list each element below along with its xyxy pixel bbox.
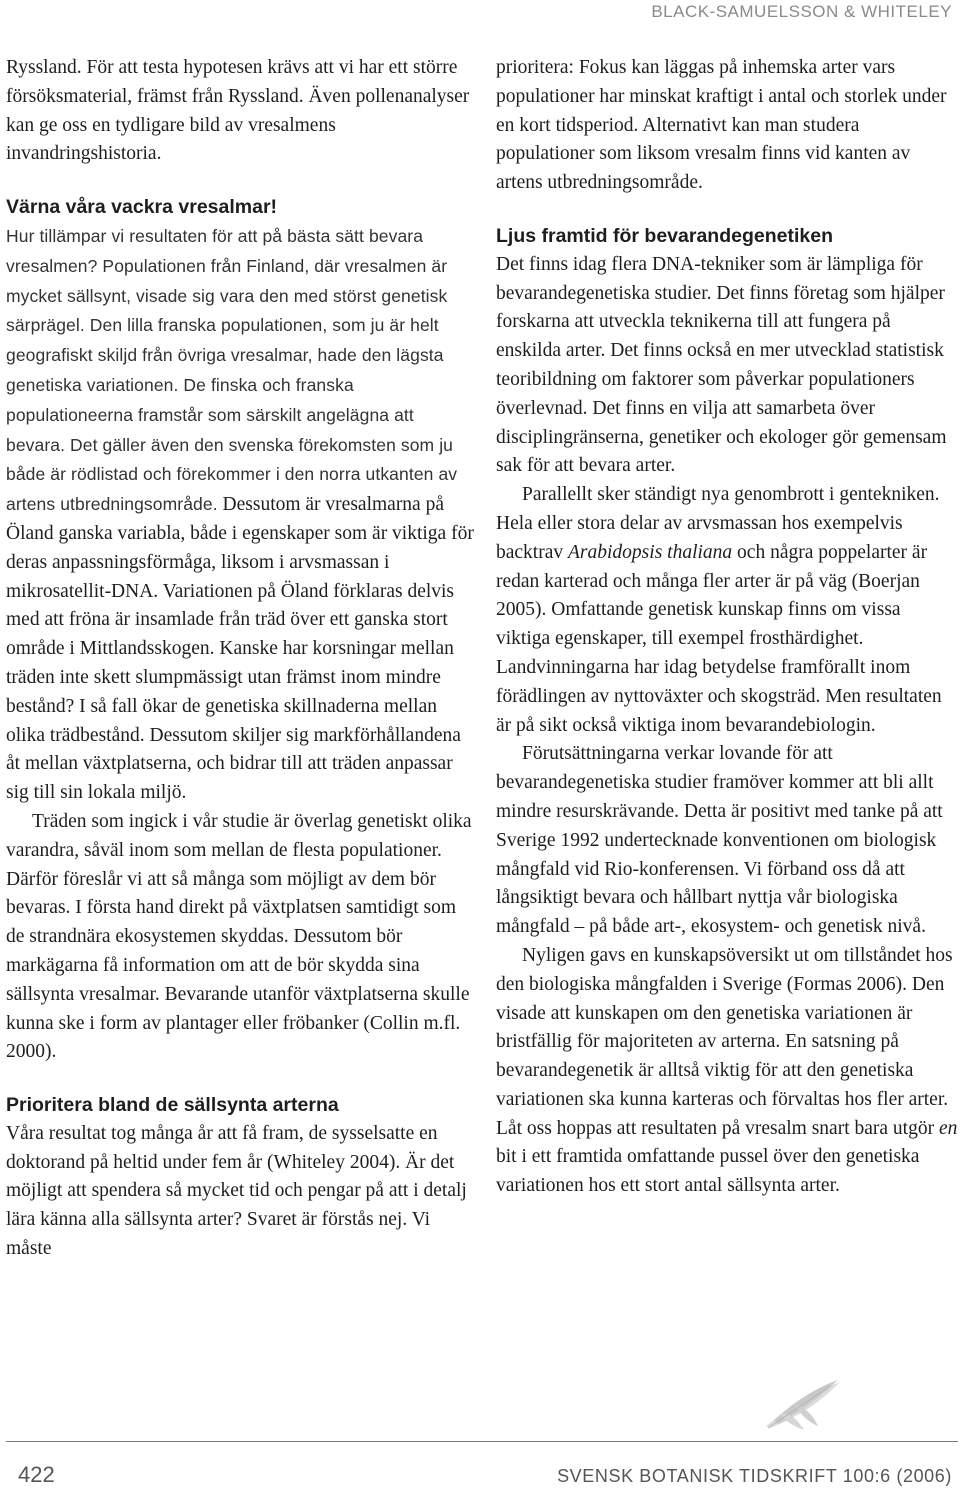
emphasis: en xyxy=(938,1117,958,1139)
footer-rule xyxy=(6,1441,958,1442)
page-number: 422 xyxy=(18,1462,55,1487)
paragraph xyxy=(496,481,958,740)
paragraph: Förutsättningarna verkar lovande för att bevarandegenetiska studier framöver kommer att bli allt mindre resurskrävande. Detta är positivt med tanke på att Sverige 1992 undertecknade konventionen om biologisk mångfald vid Rio-konferensen. Vi förband oss då att långsiktigt bevara och hållbart nyttja vår biologiska mångfald – på både art-, ekosystem- och genetisk nivå. xyxy=(496,743,943,938)
paragraph-text: Dessutom är vresalmarna på Öland ganska variabla, både i egenskaper som är viktiga för deras anpassningsförmåga, liksom i arvsmassan i mikrosatellit-DNA. Variationen på Öland förklaras delvis med att fröna är insamlade från träd över ett ganska stort område i Mittlandsskogen. Kanske har korsningar mellan träden inte skett slumpmässigt utan främst inom mindre bestånd? I så fall ökar de genetiska skillnaderna mellan olika trädbestånd. Dessutom skiljer sig markförhållandena åt mellan växtplatserna, och bidrar till att träden anpassar sig till sin lokala miljö. xyxy=(6,494,474,804)
paragraph-text: Nyligen gavs en kunskapsöversikt ut om tillståndet hos den biologiska mångfalden i Sverige (Formas 2006). Den visade att kunskapen om den genetiska variationen är bristfällig för majoriteten av arterna. En satsning på bevarandegenetik är alltså viktig för att den genetiska variationen ska kunna karteras och förvaltas hos fler arter. Låt oss hoppas att resultaten på vresalm snart bara utgör xyxy=(496,944,953,1139)
running-head: BLACK-SAMUELSSON & WHITELEY xyxy=(651,2,952,21)
lede-text: Hur tillämpar vi resultaten för att på bästa sätt bevara vresalmen? Populationen från Finland, där vresalmen är mycket sällsynt, visade sig vara den med störst genetisk särprägel. Den lilla franska populationen, som ju är helt geografiskt skiljd från övriga vresalmar, hade den lägsta genetiska variationen. De finska och franska populationeerna framstår som särskilt angelägna att bevara. Det gäller även den svenska förekomsten som ju både är rödlistad och förekommer i den norra utkanten av artens utbredningsområde. xyxy=(6,225,458,515)
section-heading: Prioritera bland de sällsynta arterna xyxy=(6,1094,339,1117)
paragraph: Träden som ingick i vår studie är överlag genetiskt olika varandra, såväl inom som mellan de flesta populationer. Därför föreslår vi att så många som möjligt av dem bör bevaras. I första hand direkt på växtplatsen samtidigt som de strandnära ekosystemen skyddas. Dessutom bör markägarna få information om att de bör skydda sina sällsynta vresalmar. Bevarande utanför växtplatserna skulle kunna ske i form av plantager eller fröbanker (Collin m.fl. 2000). xyxy=(6,810,472,1063)
leaf-icon xyxy=(760,1376,846,1432)
journal-title: SVENSK BOTANISK TIDSKRIFT 100:6 (2006) xyxy=(557,1466,952,1486)
paragraph: Våra resultat tog många år att få fram, de sysselsatte en doktorand på heltid under fem år (Whiteley 2004). Är det möjligt att spendera så mycket tid och pengar på att i detalj lära känna alla sällsynta arter? Svaret är förstås nej. Vi måste xyxy=(6,1122,467,1260)
species-name: Arabidopsis thaliana xyxy=(568,541,733,563)
paragraph xyxy=(6,222,474,808)
paragraph-text: och några poppelarter är redan karterad och många fler arter är på väg (Boerjan 2005). Omfattande genetisk kunskap finns om vissa viktiga egenskaper, till exempel frosthärdighet. Landvinningarna har idag betydelse framförallt inom förädlingen av nyttoväxter och skogsträd. Men resultaten är på sikt också viktiga inom bevarandebiologin. xyxy=(496,541,942,736)
section-heading: Värna våra vackra vresalmar! xyxy=(6,196,278,219)
paragraph: Det finns idag flera DNA-tekniker som är lämpliga för bevarandegenetiska studier. Det finns företag som hjälper forskarna att utveckla teknikerna till att fungera på enskilda arter. Det finns också en mer utvecklad statistisk teoribildning om faktorer som påverkar populationers överlevnad. Det finns en vilja att samarbeta över disciplingränserna, genetiker och ekologer gör gemensam sak för att bevara arter. xyxy=(496,253,947,477)
paragraph-text: bit i ett framtida omfattande pussel över den genetiska variationen hos ett stort antal sällsynta arter. xyxy=(496,1146,920,1197)
paragraph-text: Parallellt sker ständigt nya genombrott i gentekniken. Hela eller stora delar av arvsmassan hos exempelvis backtrav xyxy=(496,484,940,563)
paragraph: Ryssland. För att testa hypotesen krävs att vi har ett större försöksmaterial, främst från Ryssland. Även pollenanalyser kan ge oss en tydligare bild av vresalmens invandringshistoria. xyxy=(6,57,470,165)
section-heading: Ljus framtid för bevarandegenetiken xyxy=(496,224,833,247)
right-column xyxy=(496,54,958,1201)
left-column xyxy=(6,54,474,1264)
paragraph xyxy=(496,942,958,1201)
paragraph: prioritera: Fokus kan läggas på inhemska arter vars populationer har minskat kraftigt i antal och storlek under en kort tidsperiod. Alternativt kan man studera populationer som liksom vresalm finns vid kanten av artens utbredningsområde. xyxy=(496,57,947,194)
